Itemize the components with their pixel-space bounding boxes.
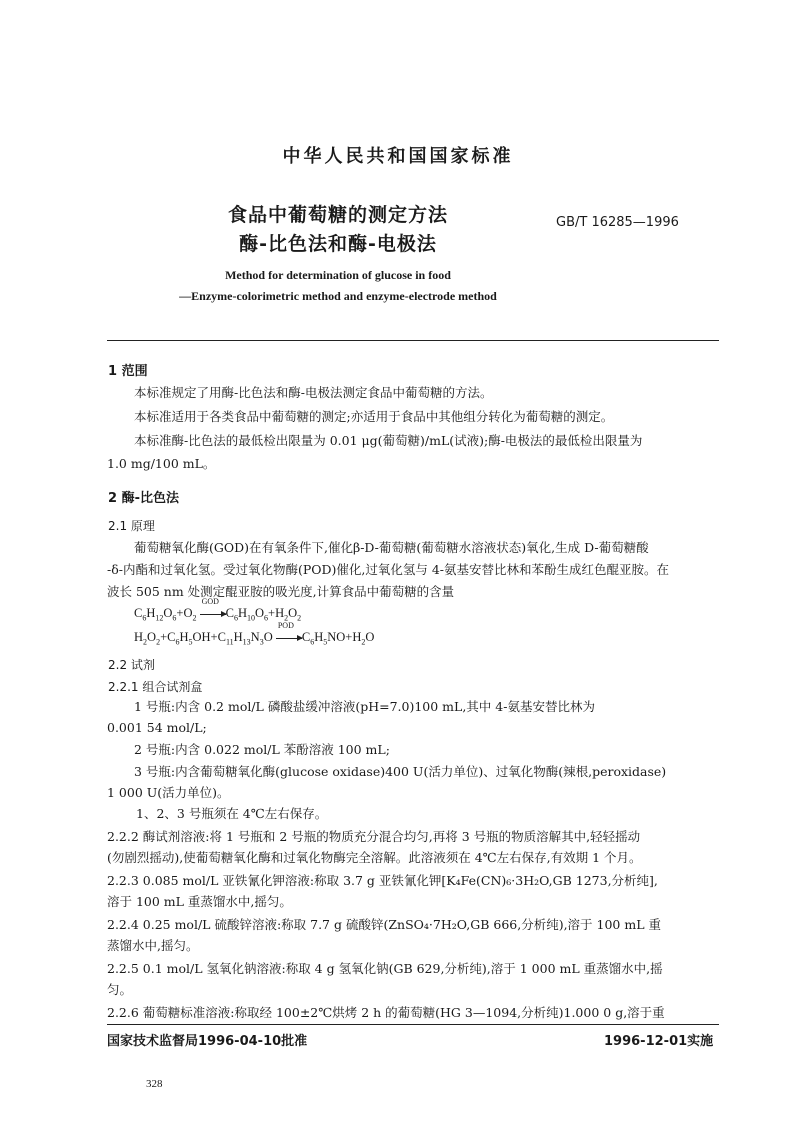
s2-1-paragraph-2: -δ-内酯和过氧化氢。受过氧化物酶(POD)催化,过氧化氢与 4-氨基安替比林和苯酚生成红色醌亚胺。在: [107, 562, 670, 577]
s2-2-5-line-a: 2.2.5 0.1 mol/L 氢氧化钠溶液:称取 4 g 氢氧化钠(GB 629,分析纯),溶于 1 000 mL 重蒸馏水中,摇: [107, 961, 663, 976]
s2-1-paragraph-3: 波长 505 nm 处测定醌亚胺的吸光度,计算食品中葡萄糖的含量: [107, 584, 455, 599]
eq2-catalyst-label: POD: [277, 621, 294, 630]
approval-date: 国家技术监督局1996-04-10批准: [107, 1034, 308, 1049]
section-2-2-heading: 2.2 试剂: [108, 658, 155, 672]
s2-2-5-line-b: 匀。: [107, 982, 133, 997]
s2-2-2-line-b: (勿剧烈摇动),使葡萄糖氧化酶和过氧化物酶完全溶解。此溶液须在 4℃左右保存,有效期 1 个月。: [107, 850, 642, 865]
s2-2-4-line-a: 2.2.4 0.25 mol/L 硫酸锌溶液:称取 7.7 g 硫酸锌(ZnSO₄·7H₂O,GB 666,分析纯),溶于 100 mL 重: [107, 917, 661, 932]
standard-code: GB/T 16285—1996: [556, 215, 679, 230]
footer-divider: [107, 1024, 719, 1025]
section-2-2-1-heading: 2.2.1 组合试剂盒: [108, 680, 203, 694]
national-standard-heading: 中华人民共和国国家标准: [282, 146, 514, 167]
header-divider: [107, 340, 719, 341]
s1-paragraph-3a: 本标准酶-比色法的最低检出限量为 0.01 μg(葡萄糖)/mL(试液);酶-电极法的最低检出限量为: [134, 433, 643, 448]
section-1-heading: 1 范围: [108, 364, 148, 379]
s2-2-6-line: 2.2.6 葡萄糖标准溶液:称取经 100±2℃烘烤 2 h 的葡萄糖(HG 3—1094,分析纯)1.000 0 g,溶于重: [107, 1005, 665, 1020]
s1-paragraph-1: 本标准规定了用酶-比色法和酶-电极法测定食品中葡萄糖的方法。: [134, 385, 493, 400]
s1-paragraph-3b: 1.0 mg/100 mL。: [107, 456, 216, 471]
s2-2-4-line-b: 蒸馏水中,摇匀。: [107, 938, 199, 953]
section-2-heading: 2 酶-比色法: [108, 491, 179, 506]
s2-2-2-line-a: 2.2.2 酶试剂溶液:将 1 号瓶和 2 号瓶的物质充分混合均匀,再将 3 号瓶的物质溶解其中,轻轻摇动: [107, 829, 641, 844]
s2-2-1-bottle-3a: 3 号瓶:内含葡萄糖氧化酶(glucose oxidase)400 U(活力单位)、过氧化物酶(辣根,peroxidase): [134, 764, 667, 779]
s2-2-1-bottle-1a: 1 号瓶:内含 0.2 mol/L 磷酸盐缓冲溶液(pH=7.0)100 mL,其中 4-氨基安替比林为: [134, 699, 595, 714]
implementation-date: 1996-12-01实施: [604, 1034, 714, 1049]
english-title-line2: —Enzyme-colorimetric method and enzyme-electrode method: [179, 289, 497, 303]
eq1-arrow: [200, 614, 226, 615]
page-number: 328: [146, 1078, 163, 1090]
s1-paragraph-2: 本标准适用于各类食品中葡萄糖的测定;亦适用于食品中其他组分转化为葡萄糖的测定。: [134, 409, 614, 424]
document-title-line1: 食品中葡萄糖的测定方法: [227, 204, 448, 226]
s2-2-1-storage: 1、2、3 号瓶须在 4℃左右保存。: [136, 806, 328, 821]
reaction-equation-1: $C_6H_{12}O_6+O_2$ GOD $C_6H_{10}O_6+H_2O_2$: [134, 597, 302, 623]
s2-2-3-line-b: 溶于 100 mL 重蒸馏水中,摇匀。: [107, 894, 292, 909]
s2-2-3-line-a: 2.2.3 0.085 mol/L 亚铁氰化钾溶液:称取 3.7 g 亚铁氰化钾[K₄Fe(CN)₆·3H₂O,GB 1273,分析纯],: [107, 873, 658, 888]
s2-2-1-bottle-2: 2 号瓶:内含 0.022 mol/L 苯酚溶液 100 mL;: [134, 742, 390, 757]
s2-2-1-bottle-1b: 0.001 54 mol/L;: [107, 720, 207, 735]
eq2-arrow: [276, 638, 302, 639]
eq1-catalyst-label: GOD: [201, 597, 219, 606]
reaction-equation-2: $H_2O_2+C_6H_5OH+C_{11}H_{13}N_3O$ POD $C_6H_5NO+H_2O$: [134, 621, 375, 647]
document-title-line2: 酶-比色法和酶-电极法: [239, 233, 437, 255]
s2-2-1-bottle-3b: 1 000 U(活力单位)。: [107, 785, 230, 800]
s2-1-paragraph-1: 葡萄糖氧化酶(GOD)在有氧条件下,催化β-D-葡萄糖(葡萄糖水溶液状态)氧化,生成 D-葡萄糖酸: [134, 540, 649, 555]
section-2-1-heading: 2.1 原理: [108, 519, 155, 533]
english-title-line1: Method for determination of glucose in food: [225, 268, 451, 282]
